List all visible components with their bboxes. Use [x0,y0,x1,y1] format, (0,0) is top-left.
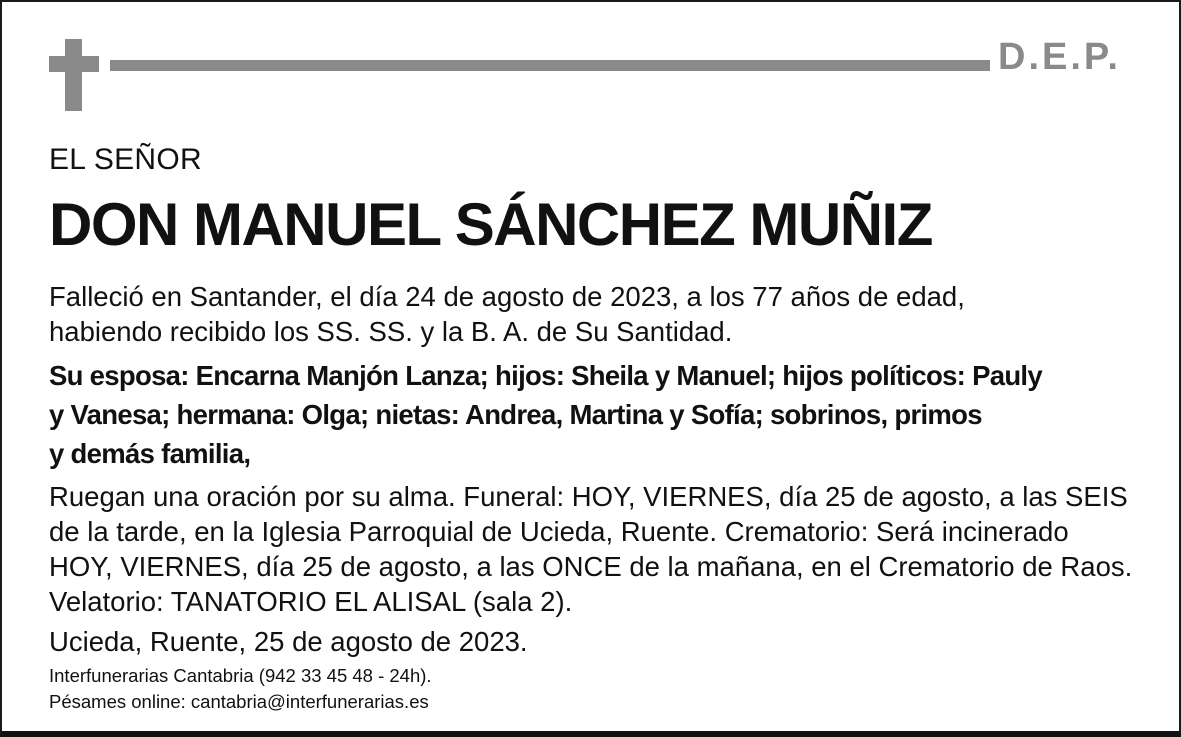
dep-label: D.E.P. [998,36,1121,78]
service-line: HOY, VIERNES, día 25 de agosto, a las ONCE de la mañana, en el Crematorio de Raos. [49,551,1133,582]
funeral-home: Interfunerarias Cantabria (942 33 45 48 - 24h). [49,665,432,686]
service-line: Velatorio: TANATORIO EL ALISAL (sala 2). [49,586,573,617]
family-line: Su esposa: Encarna Manjón Lanza; hijos: Sheila y Manuel; hijos políticos: Pauly [49,360,1042,391]
service-info [49,479,1132,619]
place-date: Ucieda, Ruente, 25 de agosto de 2023. [49,626,528,657]
family-list [49,356,1042,473]
family-line: y Vanesa; hermana: Olga; nietas: Andrea, Martina y Sofía; sobrinos, primos [49,399,982,430]
honorific: EL SEÑOR [49,143,203,176]
header-rule [110,60,990,71]
condolences-contact: Pésames online: cantabria@interfunerarias.es [49,691,429,712]
death-notice [49,279,965,349]
service-line: Ruegan una oración por su alma. Funeral: HOY, VIERNES, día 25 de agosto, a las SEIS [49,481,1128,512]
death-notice-line: habiendo recibido los SS. SS. y la B. A. de Su Santidad. [49,316,733,347]
deceased-name: DON MANUEL SÁNCHEZ MUÑIZ [49,191,932,258]
death-notice-line: Falleció en Santander, el día 24 de agosto de 2023, a los 77 años de edad, [49,281,965,312]
family-line: y demás familia, [49,438,251,469]
service-line: de la tarde, en la Iglesia Parroquial de Ucieda, Ruente. Crematorio: Será incinerado [49,516,1069,547]
